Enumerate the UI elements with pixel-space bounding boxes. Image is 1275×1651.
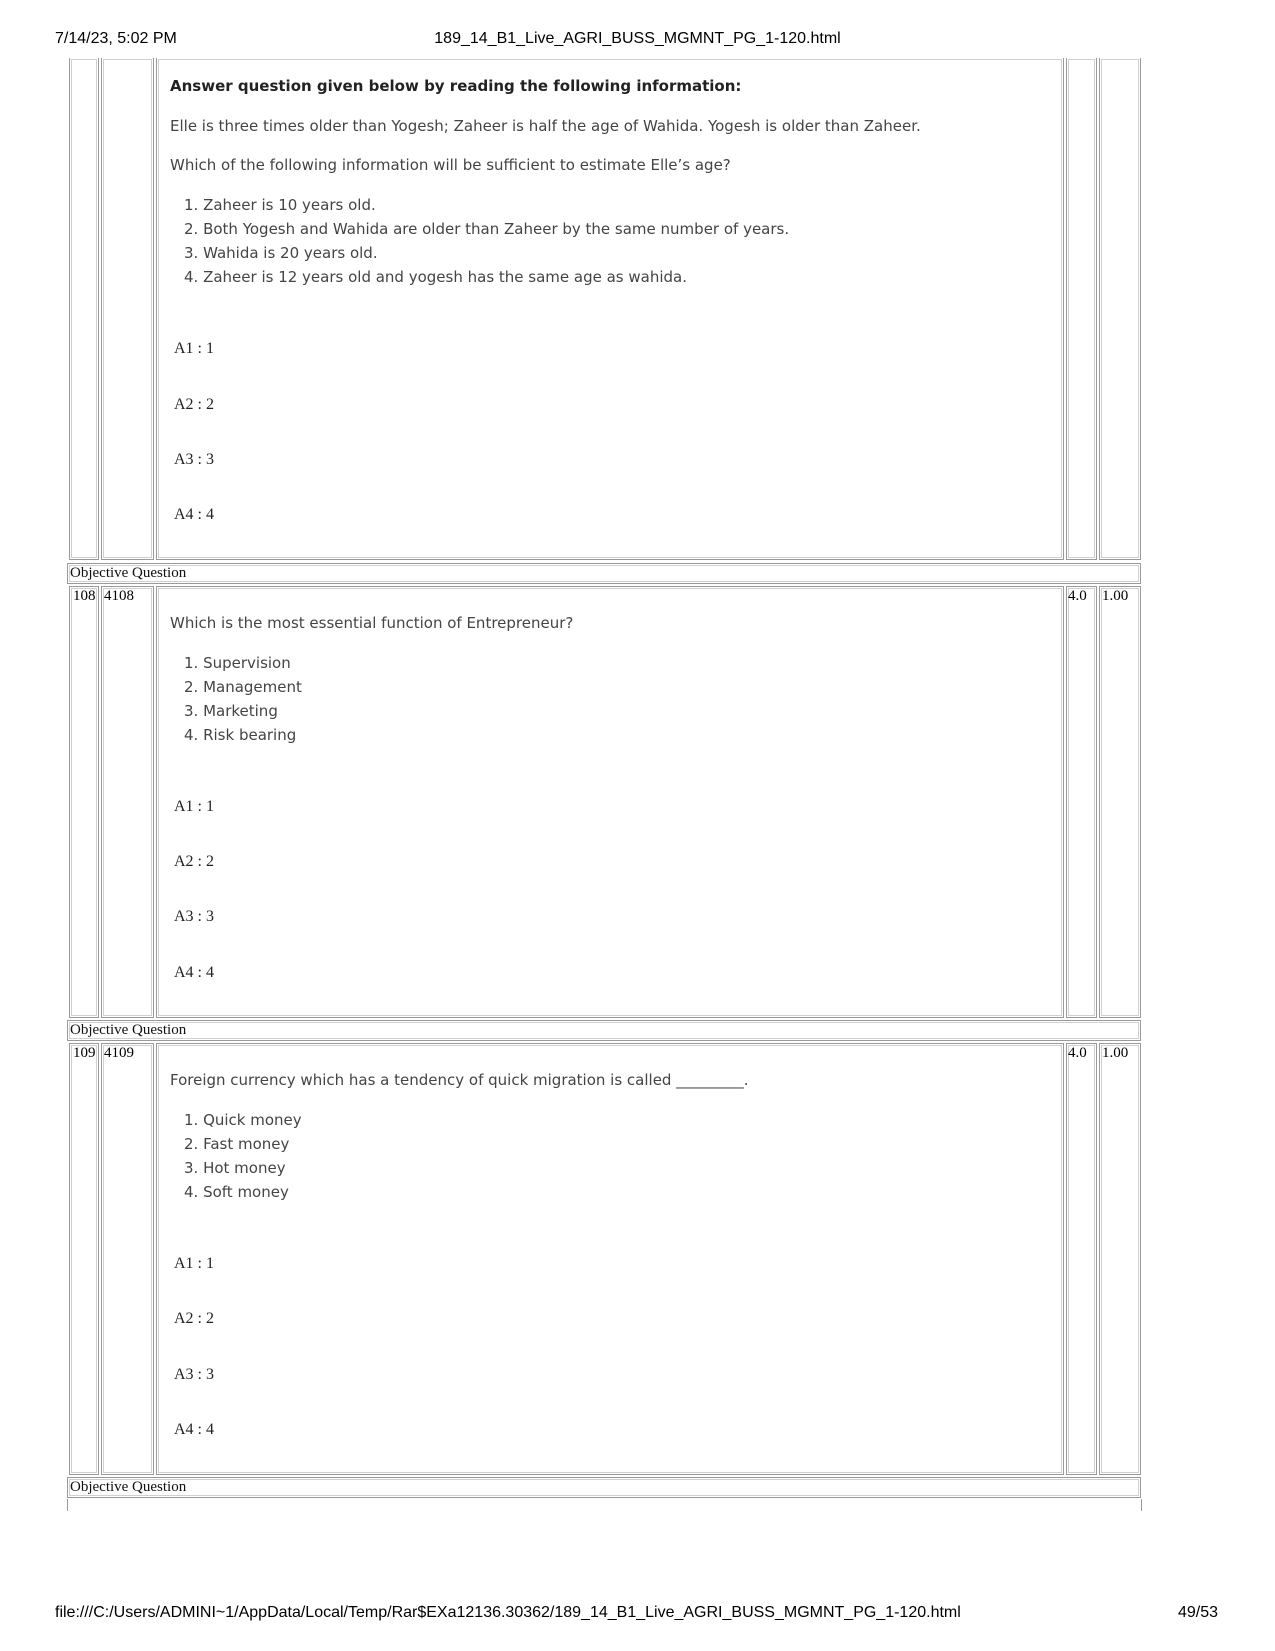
negative-marks-cell (1099, 1043, 1141, 1475)
option-item: 1. Quick money (184, 1111, 302, 1129)
question-prompt: Which of the following information will be sufficient to estimate Elle’s age? (170, 156, 731, 174)
option-item: 3. Marketing (184, 702, 278, 720)
negative-marks-value: 1.00 (1102, 1045, 1129, 1061)
option-item: 4. Soft money (184, 1183, 289, 1201)
answer-option: A4 : 4 (174, 1421, 214, 1438)
negative-marks-cell (1099, 586, 1141, 1018)
answer-option: A4 : 4 (174, 964, 214, 981)
marks-cell (1066, 586, 1097, 1018)
section-band (67, 1020, 1141, 1041)
question-cell (156, 586, 1064, 1018)
question-info: Elle is three times older than Yogesh; Zaheer is half the age of Wahida. Yogesh is older than Zaheer. (170, 117, 921, 135)
serial-number: 108 (73, 588, 96, 604)
answer-option: A1 : 1 (174, 340, 214, 357)
answer-option: A2 : 2 (174, 1310, 214, 1327)
print-file-path: file:///C:/Users/ADMINI~1/AppData/Local/Temp/Rar$EXa12136.30362/189_14_B1_Live_AGRI_BUSS_MGMNT_PG_1-120.html (55, 1604, 961, 1621)
qid-cell (101, 586, 154, 1018)
answer-option: A2 : 2 (174, 396, 214, 413)
option-item: 2. Fast money (184, 1135, 290, 1153)
answer-option: A3 : 3 (174, 908, 214, 925)
option-item: 2. Management (184, 678, 302, 696)
marks-value: 4.0 (1068, 588, 1087, 604)
serial-number: 109 (73, 1045, 96, 1061)
option-item: 4. Risk bearing (184, 726, 297, 744)
marks-value: 4.0 (1068, 1045, 1087, 1061)
table-edge-right (1141, 1499, 1142, 1511)
question-id: 4109 (104, 1045, 134, 1061)
question-heading: Answer question given below by reading the following information: (170, 77, 742, 95)
option-item: 3. Wahida is 20 years old. (184, 244, 378, 262)
question-prompt: Foreign currency which has a tendency of quick migration is called _________. (170, 1071, 749, 1089)
section-label: Objective Question (70, 1022, 187, 1038)
option-item: 1. Supervision (184, 654, 291, 672)
qid-cell (101, 58, 154, 560)
question-prompt: Which is the most essential function of Entrepreneur? (170, 614, 574, 632)
table-edge-left (67, 1499, 68, 1511)
page-number: 49/53 (1177, 1604, 1218, 1621)
negative-marks-value: 1.00 (1102, 588, 1129, 604)
option-item: 3. Hot money (184, 1159, 286, 1177)
section-label: Objective Question (70, 1479, 187, 1495)
section-label: Objective Question (70, 565, 187, 581)
print-title: 189_14_B1_Live_AGRI_BUSS_MGMNT_PG_1-120.html (434, 30, 841, 47)
sno-cell (69, 586, 99, 1018)
section-band (67, 563, 1141, 584)
sno-cell (69, 1043, 99, 1475)
answer-option: A3 : 3 (174, 1366, 214, 1383)
question-id: 4108 (104, 588, 134, 604)
answer-option: A1 : 1 (174, 1255, 214, 1272)
question-cell (156, 1043, 1064, 1475)
answer-option: A1 : 1 (174, 798, 214, 815)
answer-option: A2 : 2 (174, 853, 214, 870)
option-item: 4. Zaheer is 12 years old and yogesh has the same age as wahida. (184, 268, 687, 286)
print-datetime: 7/14/23, 5:02 PM (55, 30, 177, 47)
option-item: 1. Zaheer is 10 years old. (184, 196, 376, 214)
answer-option: A4 : 4 (174, 506, 214, 523)
marks-cell (1066, 1043, 1097, 1475)
qid-cell (101, 1043, 154, 1475)
option-item: 2. Both Yogesh and Wahida are older than Zaheer by the same number of years. (184, 220, 790, 238)
answer-option: A3 : 3 (174, 451, 214, 468)
sno-cell (69, 58, 99, 560)
section-band (67, 1477, 1141, 1498)
